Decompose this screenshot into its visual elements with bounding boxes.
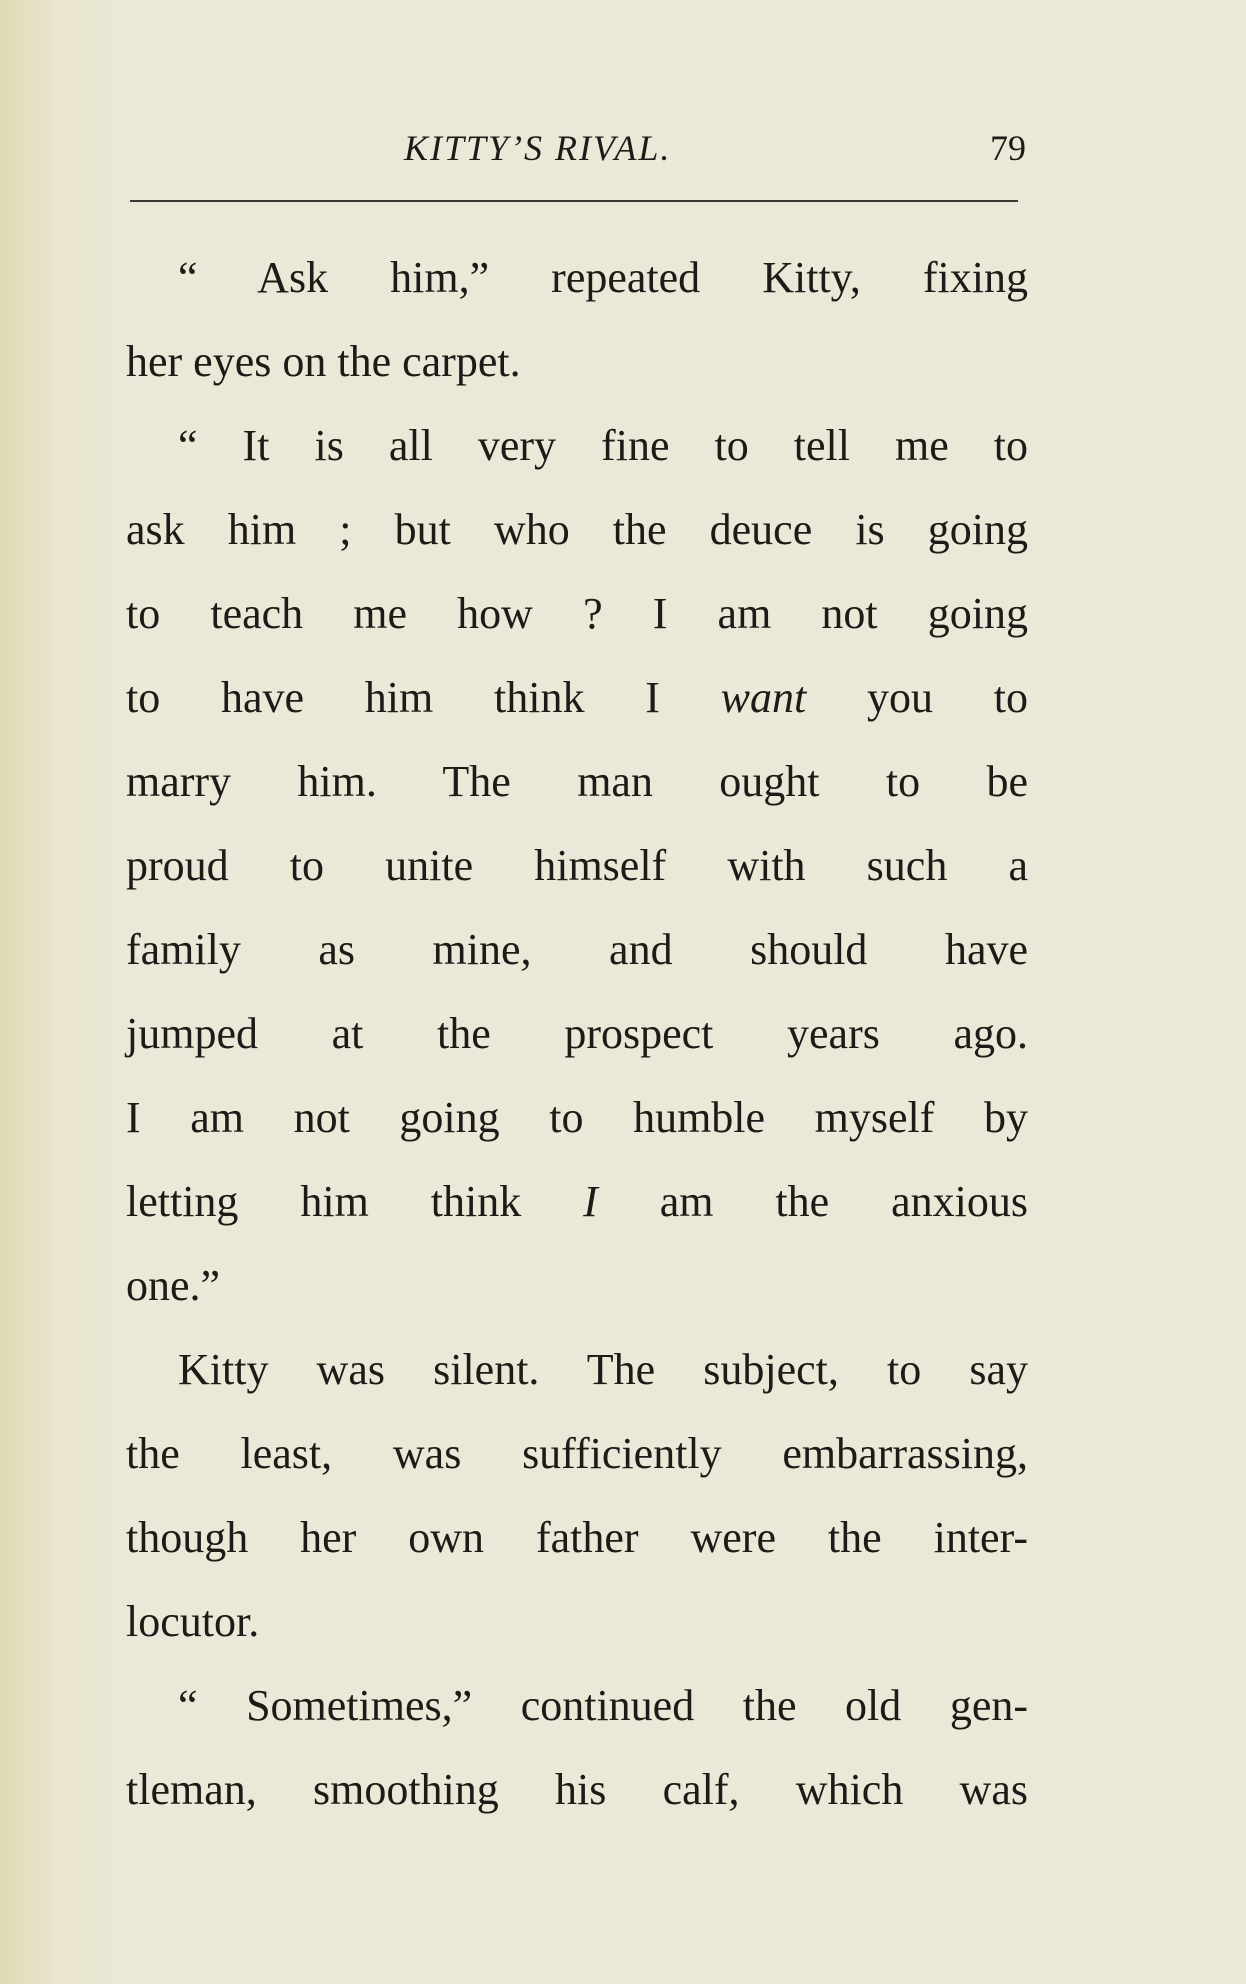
text-line: “ Sometimes,” continued the old gen- [178, 1681, 1028, 1730]
text-line: family as mine, and should have [126, 925, 1028, 974]
running-head [126, 118, 1026, 178]
text-line-segment: letting him think [126, 1177, 584, 1226]
text-line: I am not going to humble myself by [126, 1093, 1028, 1142]
text-line: tleman, smoothing his calf, which was [126, 1765, 1028, 1814]
text-line: jumped at the prospect years ago. [126, 1009, 1028, 1058]
text-line [126, 656, 1028, 740]
text-line: proud to unite himself with such a [126, 841, 1028, 890]
text-line: “ It is all very fine to tell me to [178, 421, 1028, 470]
text-line: her eyes on the carpet. [126, 337, 521, 386]
text-line: “ Ask him,” repeated Kitty, fixing [178, 253, 1028, 302]
page-number: 79 [990, 128, 1026, 168]
text-line: ask him ; but who the deuce is going [126, 505, 1028, 554]
text-line: Kitty was silent. The subject, to say [178, 1345, 1028, 1394]
text-line-segment: to have him think I [126, 673, 721, 722]
text-line: though her own father were the inter- [126, 1513, 1028, 1562]
text-line: the least, was sufficiently embarrassing, [126, 1429, 1028, 1478]
italic-emphasis: I [583, 1177, 598, 1226]
text-line: to teach me how ? I am not going [126, 589, 1028, 638]
text-line: one.” [126, 1261, 221, 1310]
text-line: locutor. [126, 1597, 260, 1646]
italic-emphasis: want [720, 673, 807, 722]
text-line: marry him. The man ought to be [126, 757, 1028, 806]
body-text [126, 236, 1028, 1832]
header-rule [130, 200, 1018, 202]
running-title: KITTY’S RIVAL. [404, 128, 672, 168]
text-line-segment: you to [806, 673, 1028, 722]
text-line [126, 1160, 1028, 1244]
text-line-segment: am the anxious [597, 1177, 1028, 1226]
